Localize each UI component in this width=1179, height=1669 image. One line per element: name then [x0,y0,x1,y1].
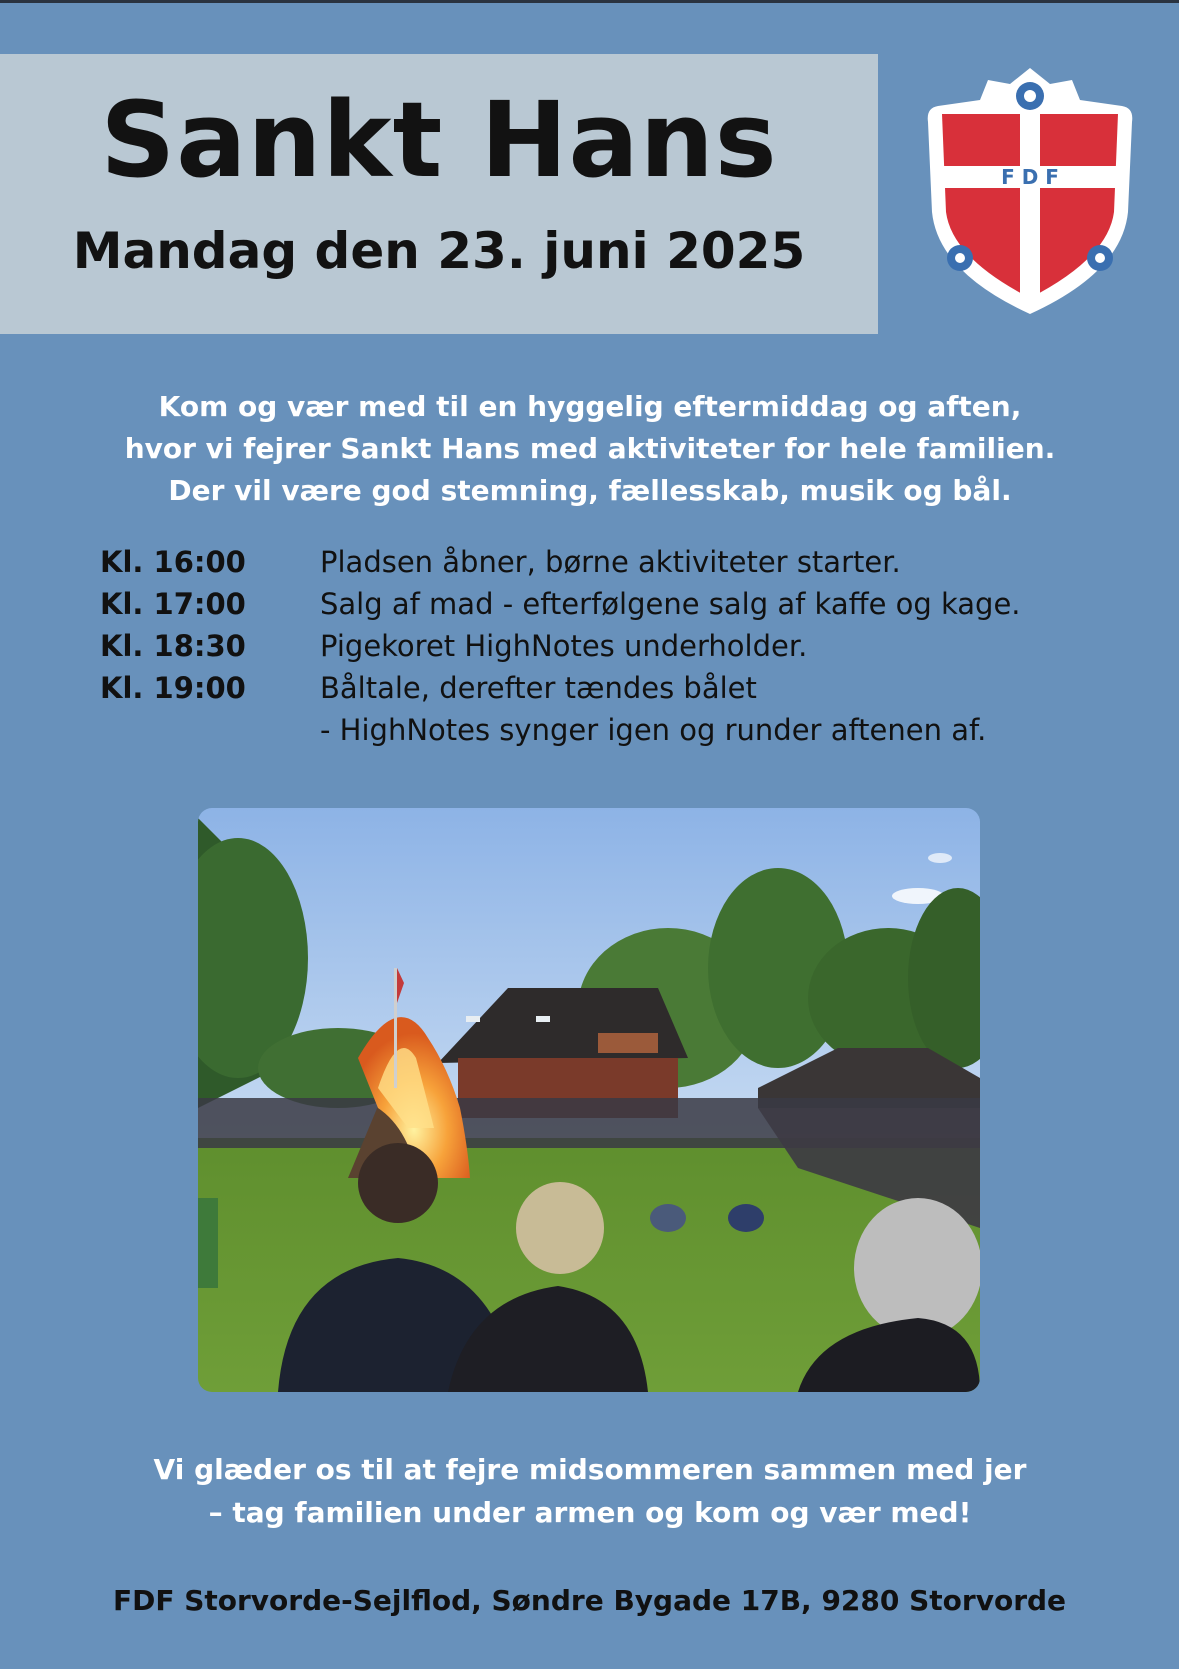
fdf-shield-logo-icon [922,62,1138,318]
schedule-time: Kl. 16:00 [100,545,246,579]
bonfire-photo [198,808,980,1392]
schedule-time: Kl. 17:00 [100,587,246,621]
event-date: Mandag den 23. juni 2025 [72,222,806,280]
logo-letters: F D F [1001,165,1059,189]
schedule-row [100,713,1160,755]
schedule-row [100,587,1160,629]
schedule-text: Pigekoret HighNotes underholder. [320,629,808,663]
outro-line: Vi glæder os til at fejre midsommeren sammen med jer [153,1453,1027,1486]
intro-text [40,386,1140,512]
gear-top-icon [1016,82,1044,110]
schedule-text: Pladsen åbner, børne aktiviteter starter. [320,545,901,579]
intro-line: Kom og vær med til en hyggelig eftermiddag og aften, [158,390,1022,423]
top-border [0,0,1179,3]
outro-line: – tag familien under armen og kom og vær med! [208,1496,972,1529]
schedule [100,545,1160,755]
bonfire-photo-icon [198,808,980,1392]
schedule-time: Kl. 18:30 [100,629,246,663]
page-title: Sankt Hans [100,79,778,201]
schedule-row [100,671,1160,713]
schedule-text: Båltale, derefter tændes bålet [320,671,757,705]
intro-line: hvor vi fejrer Sankt Hans med aktiviteter for hele familien. [124,432,1056,465]
schedule-text: - HighNotes synger igen og runder aftenen af. [320,713,987,747]
outro-text [40,1448,1140,1534]
schedule-row [100,629,1160,671]
schedule-row [100,545,1160,587]
intro-line: Der vil være god stemning, fællesskab, musik og bål. [168,474,1012,507]
schedule-text: Salg af mad - efterfølgene salg af kaffe og kage. [320,587,1021,621]
schedule-time: Kl. 19:00 [100,671,246,705]
footer-address: FDF Storvorde-Sejlflod, Søndre Bygade 17B, 9280 Storvorde [112,1584,1067,1617]
